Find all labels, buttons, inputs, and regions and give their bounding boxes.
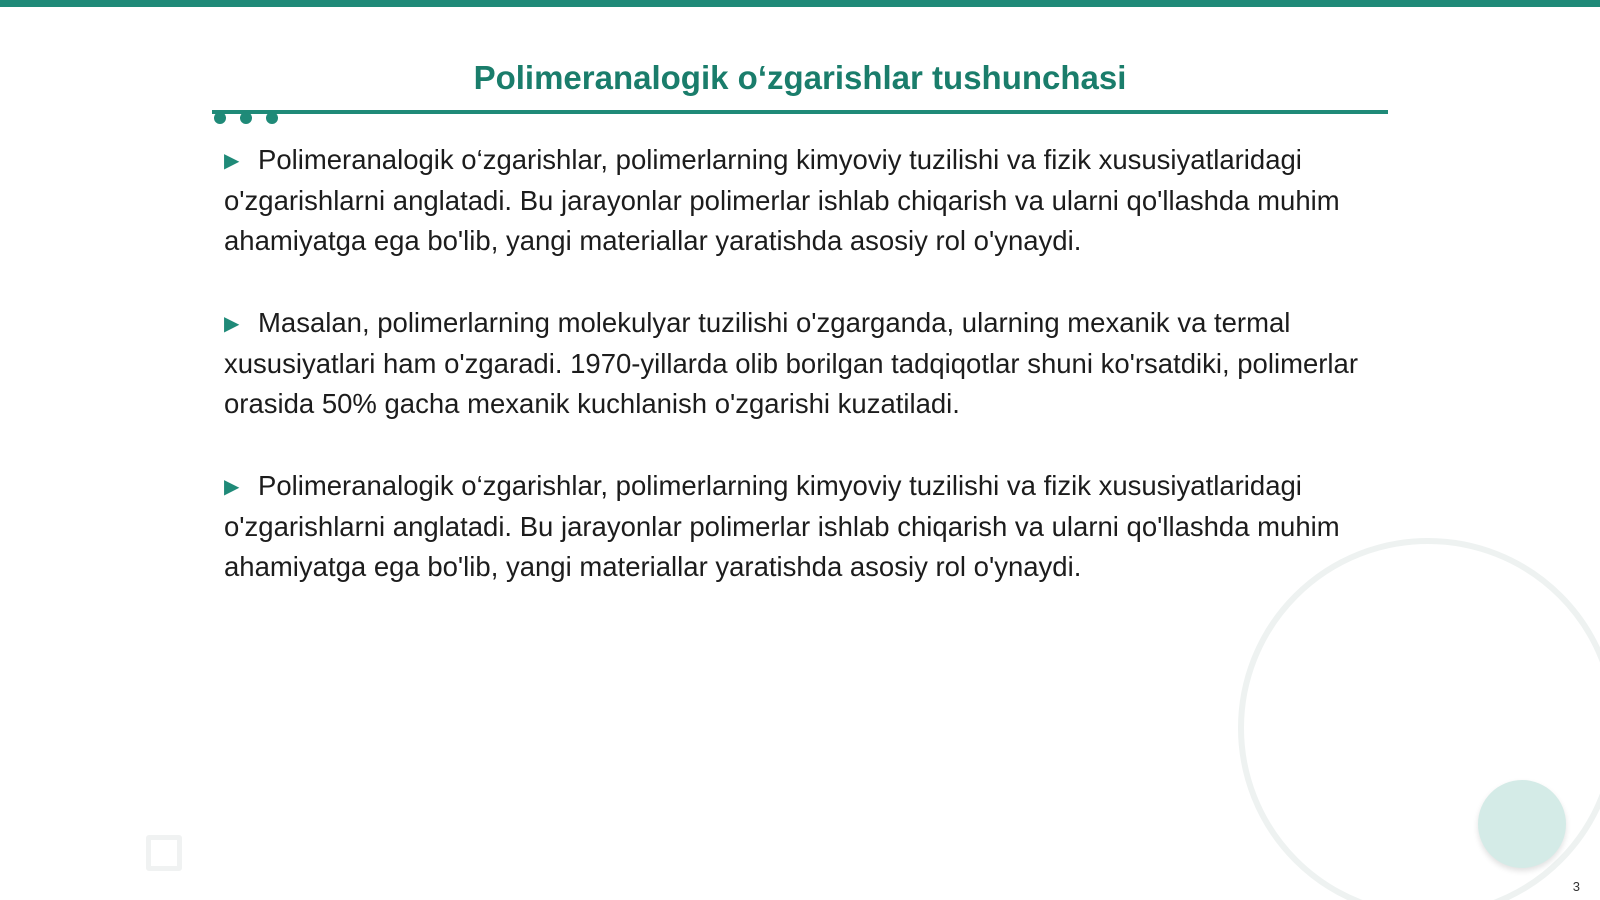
page-number: 3 — [1572, 879, 1580, 894]
bullet-paragraph — [224, 466, 1372, 587]
bullet-paragraph — [224, 140, 1372, 261]
slide-title: Polimeranalogik o‘zgarishlar tushunchasi — [473, 59, 1127, 96]
bullet-arrow-icon: ▶ — [224, 150, 240, 172]
bullet-text: Polimeranalogik o‘zgarishlar, polimerlarning kimyoviy tuzilishi va fizik xususiyatlaridagi o'zgarishlarni anglatadi. Bu jarayonlar polimerlar ishlab chiqarish va ularni qo'llashda muhim ahamiyatga ega bo'lib, yangi materiallar yaratishda asosiy rol o'ynaydi. — [224, 144, 1340, 256]
bullet-arrow-icon: ▶ — [224, 476, 240, 498]
title-dots — [212, 112, 282, 126]
bullet-paragraph — [224, 303, 1372, 424]
bullet-list — [224, 140, 1372, 629]
decorative-disc — [1478, 780, 1566, 868]
title-dot — [266, 112, 278, 124]
top-accent-bar — [0, 0, 1600, 7]
bullet-arrow-icon: ▶ — [224, 313, 240, 335]
title-underline — [212, 110, 1388, 114]
title-dot — [240, 112, 252, 124]
title-dot — [214, 112, 226, 124]
decorative-square — [146, 835, 182, 871]
bullet-text: Masalan, polimerlarning molekulyar tuzilishi o'zgarganda, ularning mexanik va termal xususiyatlari ham o'zgaradi. 1970-yillarda olib borilgan tadqiqotlar shuni ko'rsatdiki, polimerlar orasida 50% gacha mexanik kuchlanish o'zgarishi kuzatiladi. — [224, 307, 1358, 419]
bullet-text: Polimeranalogik o‘zgarishlar, polimerlarning kimyoviy tuzilishi va fizik xususiyatlaridagi o'zgarishlarni anglatadi. Bu jarayonlar polimerlar ishlab chiqarish va ularni qo'llashda muhim ahamiyatga ega bo'lib, yangi materiallar yaratishda asosiy rol o'ynaydi. — [224, 470, 1340, 582]
